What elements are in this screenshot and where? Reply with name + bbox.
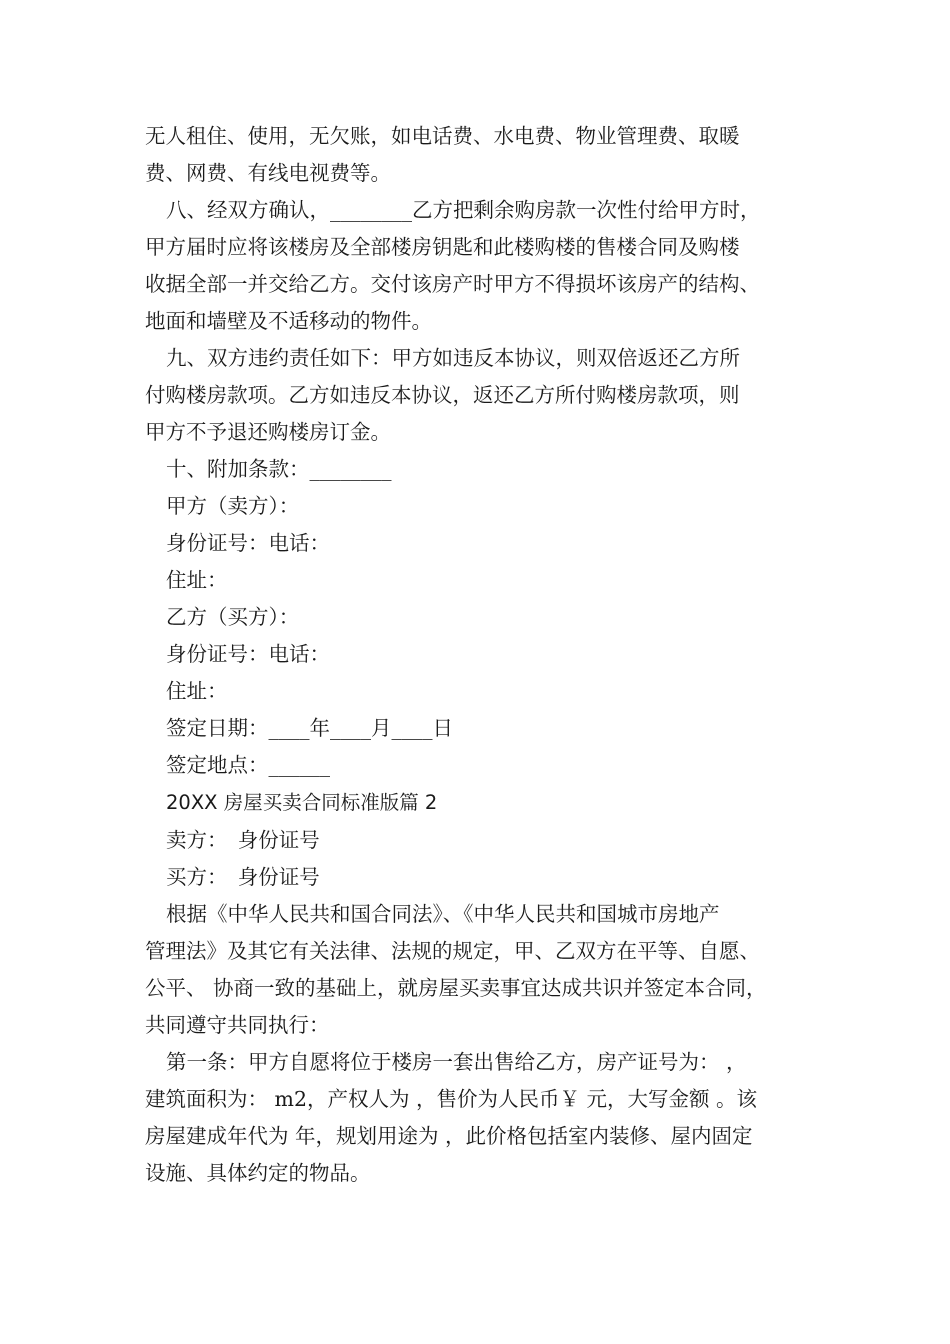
preamble-line: 根据《中华人民共和国合同法》、《中华人民共和国城市房地产: [166, 902, 720, 926]
article-1-line: 设施、具体约定的物品。: [145, 1161, 371, 1185]
clause-9-line: 甲方不予退还购楼房订金。: [145, 420, 391, 444]
buyer-address: 住址：: [166, 679, 228, 703]
clause-8-line: 地面和墙壁及不适移动的物件。: [145, 309, 432, 333]
preamble-line: 管理法》及其它有关法律、法规的规定，甲、乙双方在平等、自愿、: [145, 939, 760, 963]
seller-label: 甲方（卖方）：: [166, 494, 300, 518]
clause-8-line: 收据全部一并交给乙方。交付该房产时甲方不得损坏该房产的结构、: [145, 272, 760, 296]
buyer-id-phone: 身份证号：电话：: [166, 642, 330, 666]
article-1-line: 建筑面积为： m2，产权人为 ，售价为人民币￥ 元，大写金额 。该: [145, 1087, 758, 1111]
preamble-line: 共同遵守共同执行：: [145, 1013, 330, 1037]
signing-place: 签定地点：______: [166, 753, 330, 777]
seller-id-line: 卖方： 身份证号: [166, 828, 320, 852]
clause-9-line: 九、双方违约责任如下：甲方如违反本协议，则双倍返还乙方所: [166, 346, 740, 370]
section-heading: 20XX 房屋买卖合同标准版篇 2: [166, 791, 438, 814]
signing-date: 签定日期：____年____月____日: [166, 716, 453, 740]
article-1-line: 房屋建成年代为 年，规划用途为 ，此价格包括室内装修、屋内固定: [145, 1124, 753, 1148]
clause-8-line: 甲方届时应将该楼房及全部楼房钥匙和此楼购楼的售楼合同及购楼: [145, 235, 740, 259]
clause-10-line: 十、附加条款：________: [166, 457, 392, 481]
buyer-label: 乙方（买方）：: [166, 605, 300, 629]
clause-8-line: 八、经双方确认，________乙方把剩余购房款一次性付给甲方时，: [166, 198, 761, 222]
article-1-line: 第一条：甲方自愿将位于楼房一套出售给乙方，房产证号为： ，: [166, 1050, 747, 1074]
preamble-line: 公平、 协商一致的基础上，就房屋买卖事宜达成共识并签定本合同，: [145, 976, 767, 1000]
seller-address: 住址：: [166, 568, 228, 592]
seller-id-phone: 身份证号：电话：: [166, 531, 330, 555]
paragraph-line: 无人租住、使用，无欠账，如电话费、水电费、物业管理费、取暖: [145, 124, 740, 148]
clause-9-line: 付购楼房款项。乙方如违反本协议，返还乙方所付购楼房款项，则: [145, 383, 740, 407]
paragraph-line: 费、网费、有线电视费等。: [145, 161, 391, 185]
buyer-id-line: 买方： 身份证号: [166, 865, 320, 889]
